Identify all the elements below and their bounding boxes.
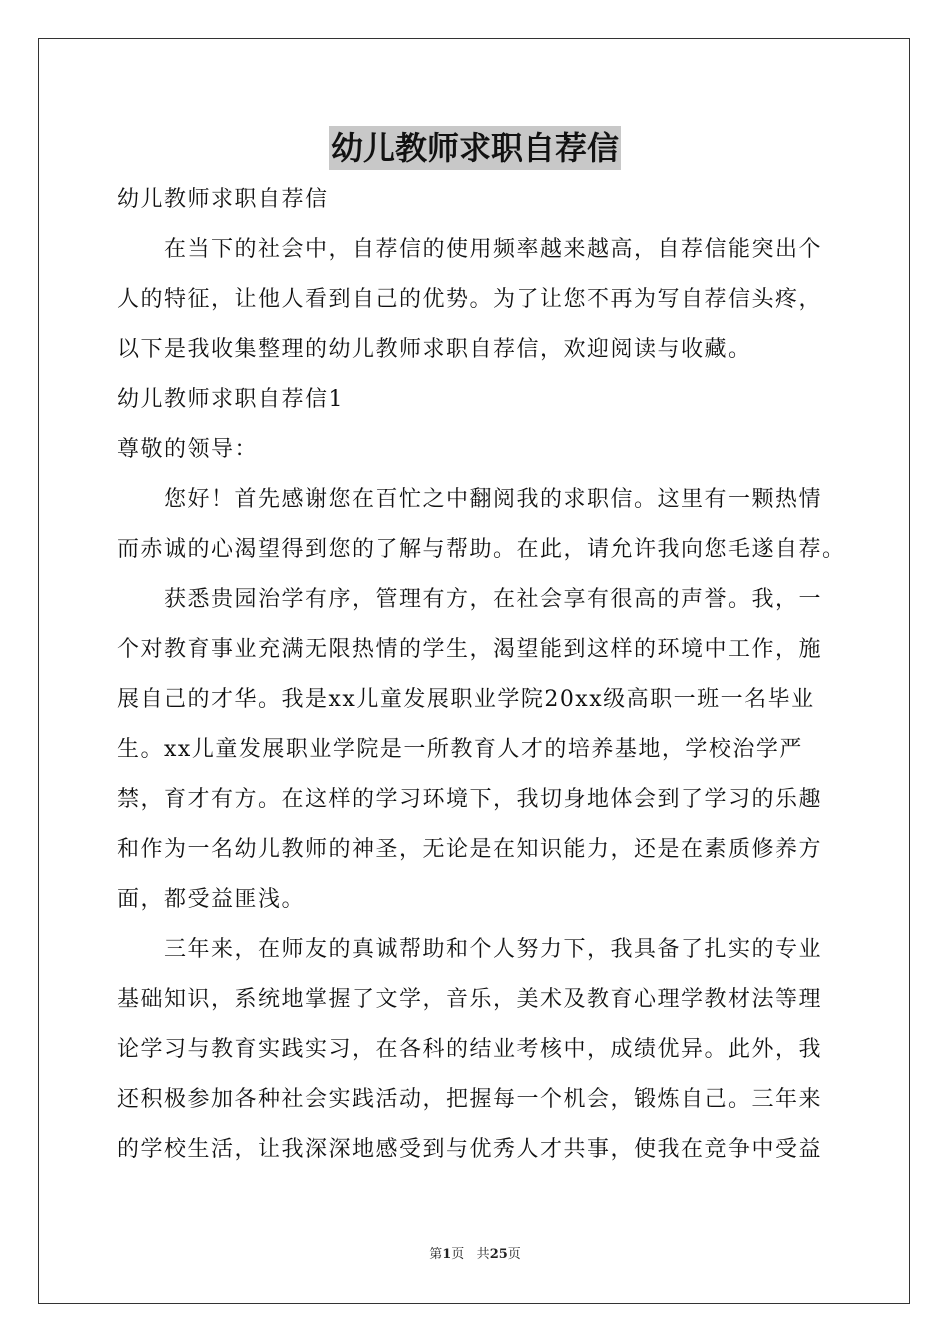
paragraph-line: 生。xx儿童发展职业学院是一所教育人才的培养基地，学校治学严 xyxy=(117,737,803,762)
footer-prefix: 第 xyxy=(429,1247,443,1262)
paragraph-line: 面，都受益匪浅。 xyxy=(117,887,306,912)
paragraph-line: 的学校生活，让我深深地感受到与优秀人才共事，使我在竞争中受益 xyxy=(117,1137,823,1162)
paragraph-line: 和作为一名幼儿教师的神圣，无论是在知识能力，还是在素质修养方 xyxy=(117,837,823,862)
paragraph-line: 个对教育事业充满无限热情的学生，渴望能到这样的环境中工作，施 xyxy=(117,637,823,662)
paragraph-line: 基础知识，系统地掌握了文学，音乐，美术及教育心理学教材法等理 xyxy=(117,987,823,1012)
title-container xyxy=(0,126,950,170)
subtitle-line: 幼儿教师求职自荐信 xyxy=(117,187,329,212)
document-body xyxy=(117,175,846,1175)
current-page-number: 1 xyxy=(442,1247,452,1262)
document-title: 幼儿教师求职自荐信 xyxy=(329,126,621,170)
paragraph-line: 在当下的社会中，自荐信的使用频率越来越高，自荐信能突出个 xyxy=(164,237,823,262)
footer-page-unit: 页 xyxy=(451,1247,465,1262)
paragraph-line: 而赤诚的心渴望得到您的了解与帮助。在此，请允许我向您毛遂自荐。 xyxy=(117,537,846,562)
paragraph-line: 禁，育才有方。在这样的学习环境下，我切身地体会到了学习的乐趣 xyxy=(117,787,823,812)
paragraph-line: 三年来，在师友的真诚帮助和个人努力下，我具备了扎实的专业 xyxy=(164,937,823,962)
page-footer xyxy=(0,1246,950,1264)
paragraph-line: 您好！首先感谢您在百忙之中翻阅我的求职信。这里有一颗热情 xyxy=(164,487,823,512)
paragraph-line: 展自己的才华。我是xx儿童发展职业学院20xx级高职一班一名毕业 xyxy=(117,687,815,712)
salutation: 尊敬的领导： xyxy=(117,437,259,462)
paragraph-line: 还积极参加各种社会实践活动，把握每一个机会，锻炼自己。三年来 xyxy=(117,1087,823,1112)
section-heading: 幼儿教师求职自荐信1 xyxy=(117,387,344,412)
total-page-count: 25 xyxy=(489,1247,508,1262)
paragraph-line: 以下是我收集整理的幼儿教师求职自荐信，欢迎阅读与收藏。 xyxy=(117,337,752,362)
footer-total-unit: 页 xyxy=(507,1247,521,1262)
paragraph-line: 人的特征，让他人看到自己的优势。为了让您不再为写自荐信头疼， xyxy=(117,287,823,312)
footer-total-prefix: 共 xyxy=(476,1247,490,1262)
paragraph-line: 论学习与教育实践实习，在各科的结业考核中，成绩优异。此外，我 xyxy=(117,1037,823,1062)
paragraph-line: 获悉贵园治学有序，管理有方，在社会享有很高的声誉。我，一 xyxy=(164,587,823,612)
